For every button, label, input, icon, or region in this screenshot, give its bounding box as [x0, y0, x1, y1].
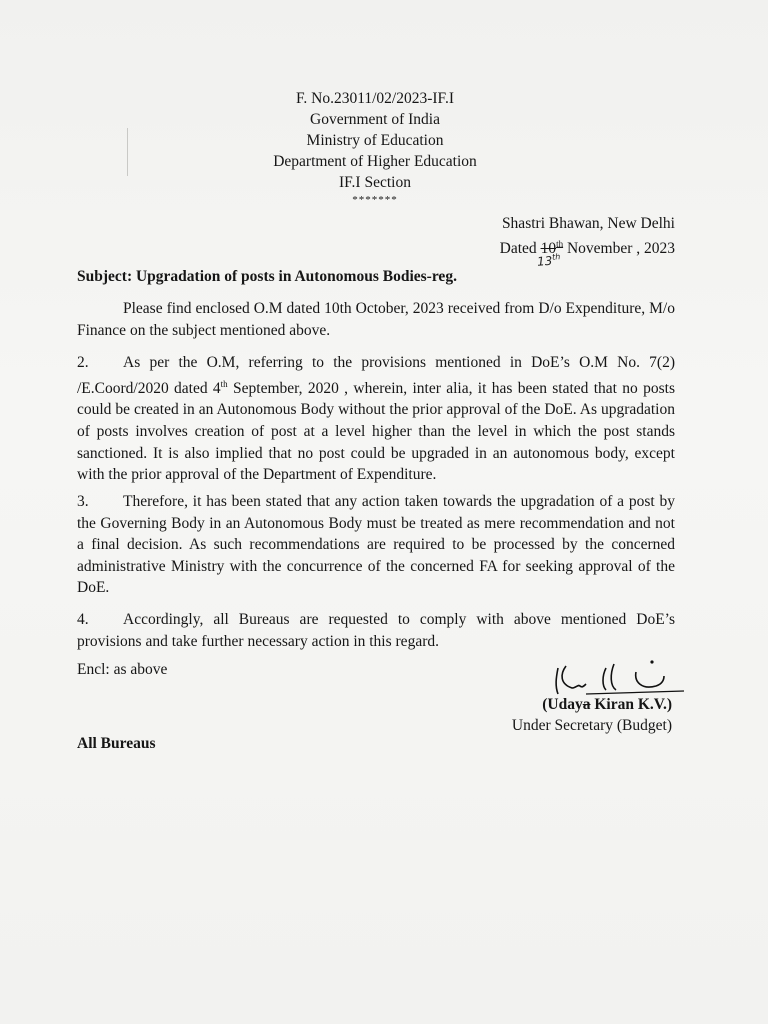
paragraph-1: Please find enclosed O.M dated 10th October, 2023 received from D/o Expenditure, M/o Finance on the subject mentioned above.	[77, 300, 675, 339]
file-number: F. No.23011/02/2023-IF.I	[296, 90, 454, 107]
paragraph-2-text-a: As per the O.M, referring to the provisions mentioned in DoE’s O.M No. 7(2) /E.Coord/2020 dated 4	[77, 354, 675, 397]
location-line: Shastri Bhawan, New Delhi	[501, 215, 675, 232]
signer-name-struck: a	[582, 696, 591, 713]
letterhead	[0, 88, 750, 205]
paragraph-4	[77, 609, 675, 652]
government-line: Government of India	[310, 111, 440, 128]
paragraph-4-number: 4.	[77, 611, 89, 628]
paragraph-3-text: Therefore, it has been stated that any action taken towards the upgradation of a post by the Governing Body in an Autonomous Body must be treated as mere recommendation and not a final decision. As such recommendations are required to be processed by the concerned administrative Ministry with the concurrence of the concerned FA for seeking approval of the DoE.	[77, 493, 675, 597]
department-line: Department of Higher Education	[273, 153, 477, 170]
enclosure-note: Encl: as above	[77, 661, 168, 678]
struck-day-suffix: th	[556, 239, 564, 249]
handwritten-day-suffix: th	[551, 252, 561, 262]
subject-line: Subject: Upgradation of posts in Autonomous Bodies-reg.	[77, 268, 457, 285]
date-line	[470, 234, 675, 259]
signer-name	[470, 694, 672, 715]
handwritten-date-correction	[537, 252, 561, 269]
paragraph-2-number: 2.	[77, 354, 89, 371]
paragraph-3-number: 3.	[77, 493, 89, 510]
section-line: IF.I Section	[339, 174, 411, 191]
paragraph-3	[77, 491, 675, 599]
paragraph-2-superscript: th	[220, 378, 228, 389]
handwritten-day-number: 13	[536, 253, 553, 269]
signer-name-open: (Uday	[542, 696, 583, 713]
ministry-line: Ministry of Education	[306, 132, 444, 149]
paragraph-4-text: Accordingly, all Bureaus are requested to comply with above mentioned DoE’s provisions and take further necessary action in this regard.	[77, 611, 675, 650]
dated-prefix: Dated	[499, 240, 537, 258]
handwritten-signature	[546, 650, 686, 700]
paragraph-2-text-b: September, 2020 , wherein, inter alia, it has been stated that no posts could be created in an Autonomous Body without the prior approval of the DoE. As upgradation of posts involves creation of post at a level higher than the level in which the post stands sanctioned. It is also implied that no post could be upgraded in an autonomous body, except with the prior approval of the Department of Expenditure.	[77, 379, 675, 484]
signer-designation: Under Secretary (Budget)	[511, 717, 672, 734]
month-year: November , 2023	[566, 240, 675, 258]
signer-name-rest: Kiran K.V.)	[590, 696, 672, 713]
paragraph-2	[77, 352, 675, 486]
struck-day-number: 10	[540, 240, 557, 258]
signer-block	[470, 694, 672, 736]
separator-stars: *******	[352, 194, 398, 206]
place-and-date	[470, 213, 675, 259]
addressee: All Bureaus	[77, 735, 156, 752]
